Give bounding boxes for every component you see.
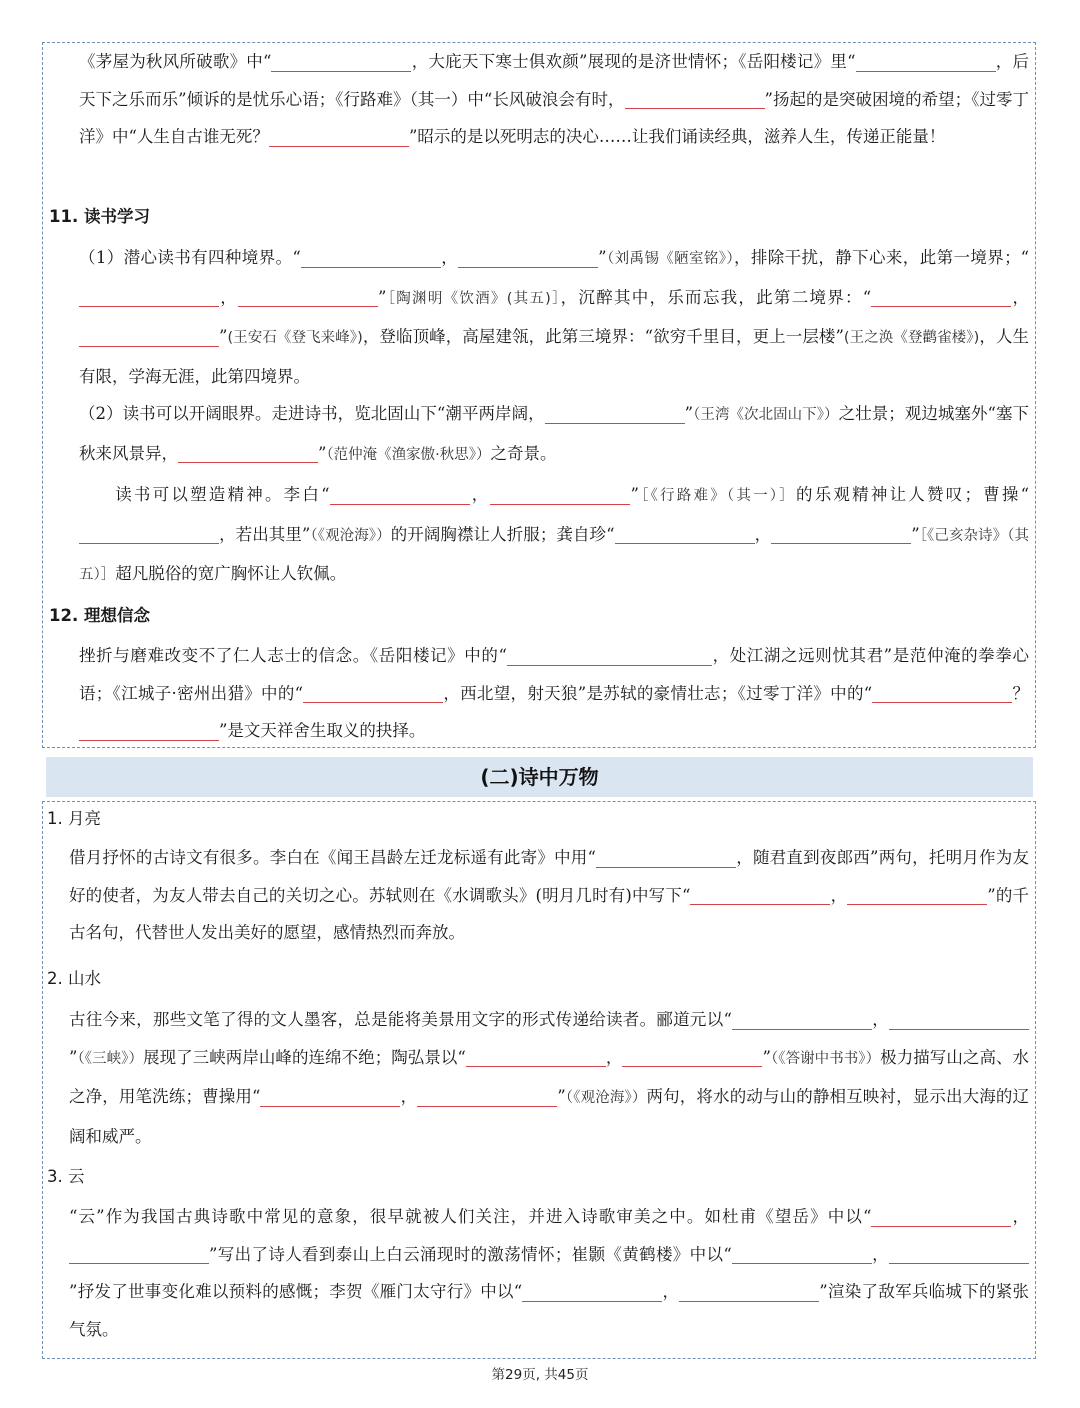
text: ， (440, 248, 459, 267)
source-note: （刘禹锡《陋室铭》） (606, 251, 735, 267)
text: ” (557, 1087, 566, 1106)
text: ，沉醉其中，乐而忘我，此第二境界：“ (560, 287, 872, 307)
answer-blank[interactable] (872, 685, 1012, 703)
text: ， (871, 1010, 890, 1029)
text: ， (871, 1244, 890, 1264)
answer-blank[interactable] (79, 526, 219, 544)
answer-blank[interactable] (856, 54, 996, 72)
text: 之奇景。 (490, 443, 557, 463)
text: ” (69, 1047, 78, 1067)
text: ” (911, 524, 920, 544)
text: ， (830, 885, 848, 905)
answer-blank[interactable] (507, 648, 712, 666)
q12-paragraph (79, 637, 1029, 750)
q11-part1 (79, 239, 1029, 395)
text: 《茅屋为秋风所破歌》中“ (79, 52, 272, 71)
text: 极力描写山之高、水之净，用笔洗练；曹操用“ (69, 1047, 1030, 1106)
text: ，随君直到夜郎西”两句，托明月作为友好的使者，为友人带去自己的关切之心。苏轼则在《水调歌头》(明月几时有)中写下“ (69, 848, 1030, 905)
text: 读书可以塑造精神。李白“ (113, 485, 330, 504)
answer-blank[interactable] (690, 887, 830, 905)
text: ”昭示的是以死明志的决心……让我们诵读经典，滋养人生，传递正能量！ (408, 127, 946, 146)
text: 展现了三峡两岸山峰的连绵不绝；陶弘景以“ (143, 1047, 466, 1067)
source-note: （范仲淹《渔家傲·秋思》） (326, 446, 491, 463)
text: ， (1011, 1207, 1030, 1226)
text: 之壮景；观边城塞外“塞下秋来风景异， (79, 404, 1030, 463)
answer-blank[interactable] (622, 1049, 762, 1067)
text: ” (318, 443, 327, 463)
answer-blank[interactable] (522, 1284, 662, 1302)
answer-blank[interactable] (732, 1012, 872, 1030)
text: ”是文天祥舍生取义的抉择。 (219, 721, 426, 740)
text: 挫折与磨难改变不了仁人志士的信念。《岳阳楼记》中的“ (79, 646, 507, 665)
answer-blank[interactable] (79, 289, 219, 307)
text: ， (400, 1087, 418, 1106)
text: ， (469, 485, 491, 504)
answer-blank[interactable] (771, 526, 911, 544)
answer-blank[interactable] (458, 250, 598, 268)
source-note: (王之涣《登鹳雀楼》) (843, 330, 980, 346)
q1-paragraph (69, 839, 1029, 952)
text: 超凡脱俗的宽广胸怀让人钦佩。 (115, 564, 347, 583)
answer-blank[interactable] (178, 445, 318, 463)
text: （2）读书可以开阔眼界。走进诗书，览北固山下“潮平两岸阔， (79, 404, 545, 423)
text: ” (219, 327, 228, 346)
answer-blank[interactable] (79, 329, 219, 347)
question-title: 11. 读书学习 (49, 207, 150, 226)
source-note: ［陶渊明《饮酒》(其五)］ (386, 290, 561, 307)
text: ， (662, 1282, 680, 1301)
text: ”抒发了世事变化难以预料的感慨；李贺《雁门太守行》中以“ (69, 1282, 523, 1301)
q2-paragraph (69, 1001, 1029, 1155)
text: ，大庇天下寒士俱欢颜”展现的是济世情怀；《岳阳楼记》里“ (411, 52, 856, 71)
source-note: (王安石《登飞来峰》) (227, 330, 363, 346)
text: （1）潜心读书有四种境界。“ (79, 248, 301, 267)
text: ，后天下之乐而乐”倾诉的是忧乐心语；《行路难》（其一）中“长风破浪会有时， (79, 52, 1030, 109)
text: 的开阔胸襟让人折服；龚自珍“ (390, 524, 615, 544)
answer-blank[interactable] (889, 1012, 1029, 1030)
answer-blank[interactable] (417, 1089, 557, 1107)
answer-blank[interactable] (732, 1246, 872, 1264)
source-note: （《三峡》） (77, 1050, 144, 1067)
text: ， (219, 287, 239, 307)
text: ，人生有限，学海无涯，此第四境界。 (79, 327, 1029, 386)
answer-blank[interactable] (545, 406, 685, 424)
text: ？ (1012, 683, 1029, 703)
text: ， (1011, 287, 1030, 307)
answer-blank[interactable] (330, 487, 470, 505)
text: 两句，将水的动与山的静相互映衬，显示出大海的辽阔和威严。 (69, 1087, 1030, 1146)
text: ，若出其里” (219, 524, 311, 544)
q3-paragraph (69, 1198, 1029, 1348)
answer-blank[interactable] (301, 250, 441, 268)
answer-blank[interactable] (490, 487, 630, 505)
text: ， (754, 524, 772, 544)
answer-blank[interactable] (871, 289, 1011, 307)
page-number: 第29页, 共45页 (491, 1367, 589, 1383)
source-note: ［《行路难》（其一）］ (638, 488, 796, 504)
answer-blank[interactable] (260, 1089, 400, 1107)
answer-blank[interactable] (596, 850, 736, 868)
answer-blank[interactable] (871, 1209, 1011, 1227)
text: ”渲染了敌军兵临城下的紧张气氛。 (69, 1282, 1030, 1339)
question-title: 3. 云 (47, 1167, 85, 1186)
question-title: 1. 月亮 (47, 809, 101, 828)
text: ” (762, 1047, 771, 1067)
text: ” (630, 485, 639, 504)
text: ，西北望，射天狼”是苏轼的豪情壮志；《过零丁洋》中的“ (443, 683, 873, 703)
text: 古往今来，那些文笔了得的文人墨客，总是能将美景用文字的形式传递给读者。郦道元以“ (69, 1010, 732, 1029)
text: ”写出了诗人看到泰山上白云涌现时的激荡情怀；崔颢《黄鹤楼》中以“ (209, 1244, 732, 1264)
answer-blank[interactable] (466, 1049, 606, 1067)
answer-blank[interactable] (238, 289, 378, 307)
source-note: （《答谢中书书》） (770, 1050, 881, 1067)
question-title: 2. 山水 (47, 969, 101, 988)
section-title: (二)诗中万物 (46, 757, 1033, 797)
text: ，排除干扰，静下心来，此第一境界；“ (734, 248, 1030, 267)
text: ，登临顶峰，高屋建瓴，此第三境界：“欲穷千里目，更上一层楼” (362, 327, 844, 346)
top-question-box (42, 42, 1036, 748)
answer-blank[interactable] (269, 129, 409, 147)
text: ” (598, 248, 607, 267)
answer-blank[interactable] (847, 887, 987, 905)
answer-blank[interactable] (615, 526, 755, 544)
text: ”扬起的是突破困境的希望；《过零丁洋》中“人生自古谁无死？ (79, 89, 1029, 146)
answer-blank[interactable] (889, 1246, 1029, 1264)
source-note: （《观沧海》） (310, 527, 391, 544)
text: ，处江湖之远则忧其君”是范仲淹的拳拳心语；《江城子·密州出猎》中的“ (79, 646, 1030, 703)
answer-blank[interactable] (271, 54, 411, 72)
answer-blank[interactable] (79, 723, 219, 741)
question-title: 12. 理想信念 (49, 606, 150, 625)
answer-blank[interactable] (679, 1284, 819, 1302)
text: ， (605, 1047, 623, 1067)
source-note: （《观沧海》） (565, 1090, 647, 1106)
intro-paragraph (79, 43, 1029, 156)
text: ”的千古名句，代替世人发出美好的愿望，感情热烈而奔放。 (69, 885, 1030, 942)
text: 借月抒怀的古诗文有很多。李白在《闻王昌龄左迁龙标遥有此寄》中用“ (69, 848, 596, 867)
source-note: ［《己亥杂诗》（其五）］ (79, 527, 1030, 583)
text: ” (684, 404, 694, 423)
bottom-question-box (42, 801, 1036, 1359)
answer-blank[interactable] (69, 1246, 209, 1264)
q11-part3 (79, 476, 1029, 595)
text: ” (378, 287, 387, 307)
text: 的乐观精神让人赞叹；曹操“ (796, 485, 1030, 504)
source-note: （王湾《次北固山下》） (693, 407, 839, 423)
text: “云”作为我国古典诗歌中常见的意象，很早就被人们关注，并进入诗歌审美之中。如杜甫《望岳》中以“ (69, 1207, 872, 1226)
answer-blank[interactable] (625, 91, 765, 109)
q11-part2 (79, 395, 1029, 474)
answer-blank[interactable] (303, 685, 443, 703)
